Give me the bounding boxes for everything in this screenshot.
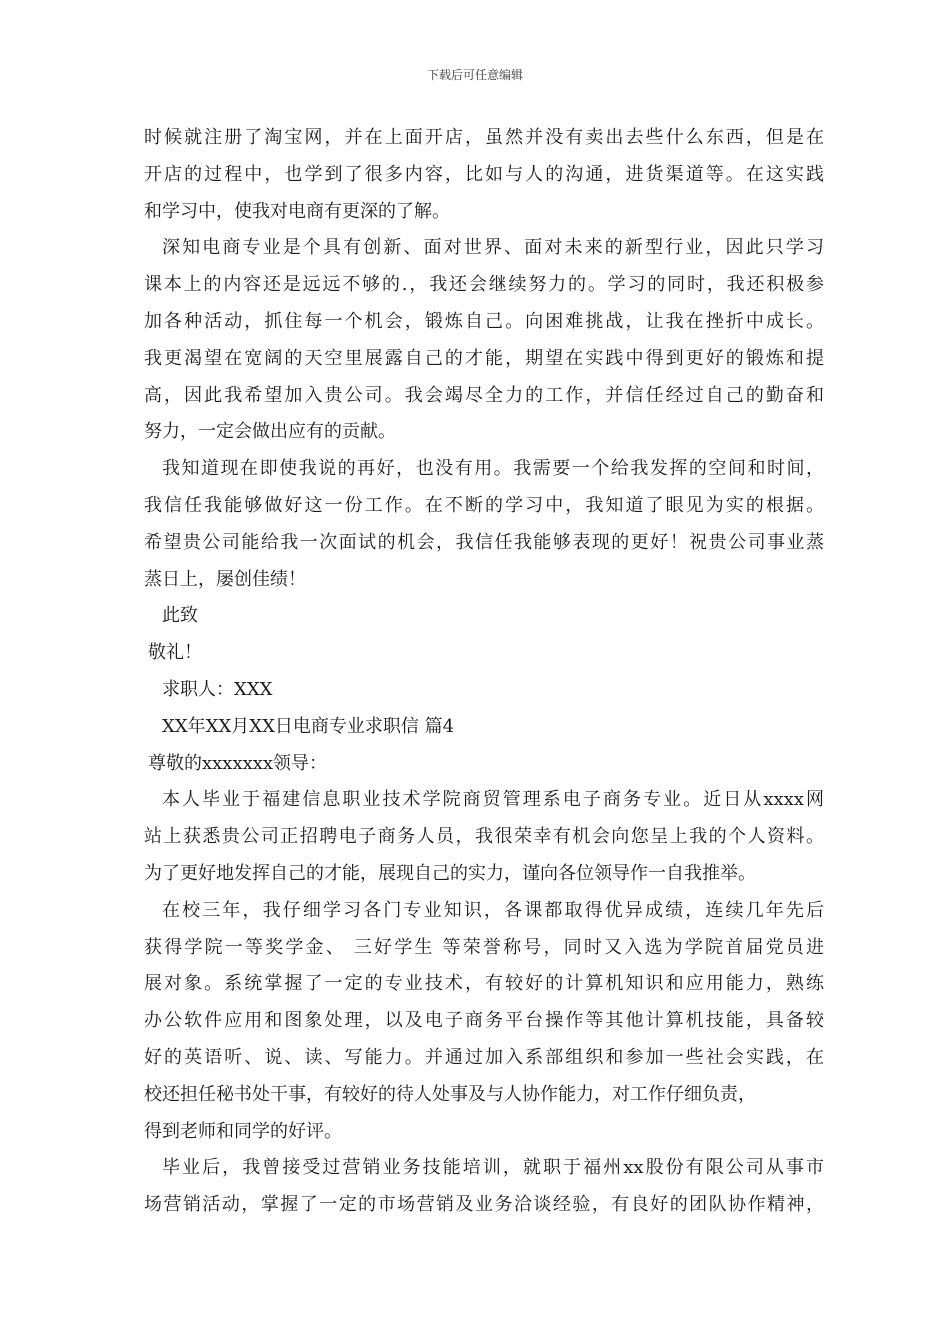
document-body bbox=[144, 120, 824, 1224]
text-line: 开店的过程中，也学到了很多内容，比如与人的沟通，进货渠道等。在这实践 bbox=[144, 163, 824, 185]
text-line: 场营销活动，掌握了一定的市场营销及业务洽谈经验，有良好的团队协作精神， bbox=[144, 1194, 824, 1216]
text-line: 加各种活动，抓住每一个机会，锻炼自己。向困难挑战，让我在挫折中成长。 bbox=[144, 310, 824, 332]
text-line: 希望贵公司能给我一次面试的机会，我信任我能够表现的更好！祝贵公司事业蒸 bbox=[144, 531, 824, 553]
text-line: 尊敬的xxxxxxx领导： bbox=[148, 752, 328, 774]
page-header: 下载后可任意编辑 bbox=[426, 68, 523, 82]
text-line: 校还担任秘书处干事，有较好的待人处事及与人协作能力，对工作仔细负责， bbox=[144, 1083, 756, 1105]
text-line: 获得学院一等奖学金、 三好学生 等荣誉称号，同时又入选为学院首届党员进 bbox=[144, 936, 824, 958]
text-line: 敬礼！ bbox=[148, 642, 202, 664]
text-line: 本人毕业于福建信息职业技术学院商贸管理系电子商务专业。近日从xxxx网 bbox=[162, 789, 824, 811]
text-line: 展对象。系统掌握了一定的专业技术，有较好的计算机知识和应用能力，熟练 bbox=[144, 973, 824, 995]
text-line: 和学习中，使我对电商有更深的了解。 bbox=[144, 200, 450, 222]
text-line: 时候就注册了淘宝网，并在上面开店，虽然并没有卖出去些什么东西，但是在 bbox=[144, 127, 824, 148]
text-line: 课本上的内容还是远远不够的.，我还会继续努力的。学习的同时，我还积极参 bbox=[144, 274, 824, 296]
text-line: 我知道现在即使我说的再好，也没有用。我需要一个给我发挥的空间和时间， bbox=[162, 458, 824, 480]
text-line: 此致 bbox=[162, 605, 198, 627]
text-line: 努力，一定会做出应有的贡献。 bbox=[144, 421, 396, 443]
text-line: 我信任我能够做好这一份工作。在不断的学习中，我知道了眼见为实的根据。 bbox=[144, 494, 824, 516]
text-line: 我更渴望在宽阔的天空里展露自己的才能，期望在实践中得到更好的锻炼和提 bbox=[144, 347, 824, 369]
text-line: 毕业后，我曾接受过营销业务技能培训，就职于福州xx股份有限公司从事市 bbox=[162, 1157, 824, 1179]
text-line: 为了更好地发挥自己的才能，展现自己的实力，谨向各位领导作一自我推举。 bbox=[144, 862, 756, 884]
text-line: 办公软件应用和图象处理，以及电子商务平台操作等其他计算机技能，具备较 bbox=[144, 1010, 824, 1032]
text-line: 求职人：XXX bbox=[162, 678, 273, 700]
text-line: 高，因此我希望加入贵公司。我会竭尽全力的工作，并信任经过自己的勤奋和 bbox=[144, 384, 824, 406]
text-line: 在校三年，我仔细学习各门专业知识，各课都取得优异成绩，连续几年先后 bbox=[162, 899, 824, 921]
text-line: 深知电商专业是个具有创新、面对世界、面对未来的新型行业，因此只学习 bbox=[162, 237, 824, 259]
text-line: 得到老师和同学的好评。 bbox=[144, 1120, 342, 1142]
text-line: 站上获悉贵公司正招聘电子商务人员，我很荣幸有机会向您呈上我的个人资料。 bbox=[144, 826, 824, 848]
text-line: XX年XX月XX日电商专业求职信 篇4 bbox=[162, 715, 455, 737]
text-line: 好的英语听、说、读、写能力。并通过加入系部组织和参加一些社会实践，在 bbox=[144, 1046, 824, 1068]
text-line: 蒸日上，屡创佳绩！ bbox=[144, 568, 306, 590]
